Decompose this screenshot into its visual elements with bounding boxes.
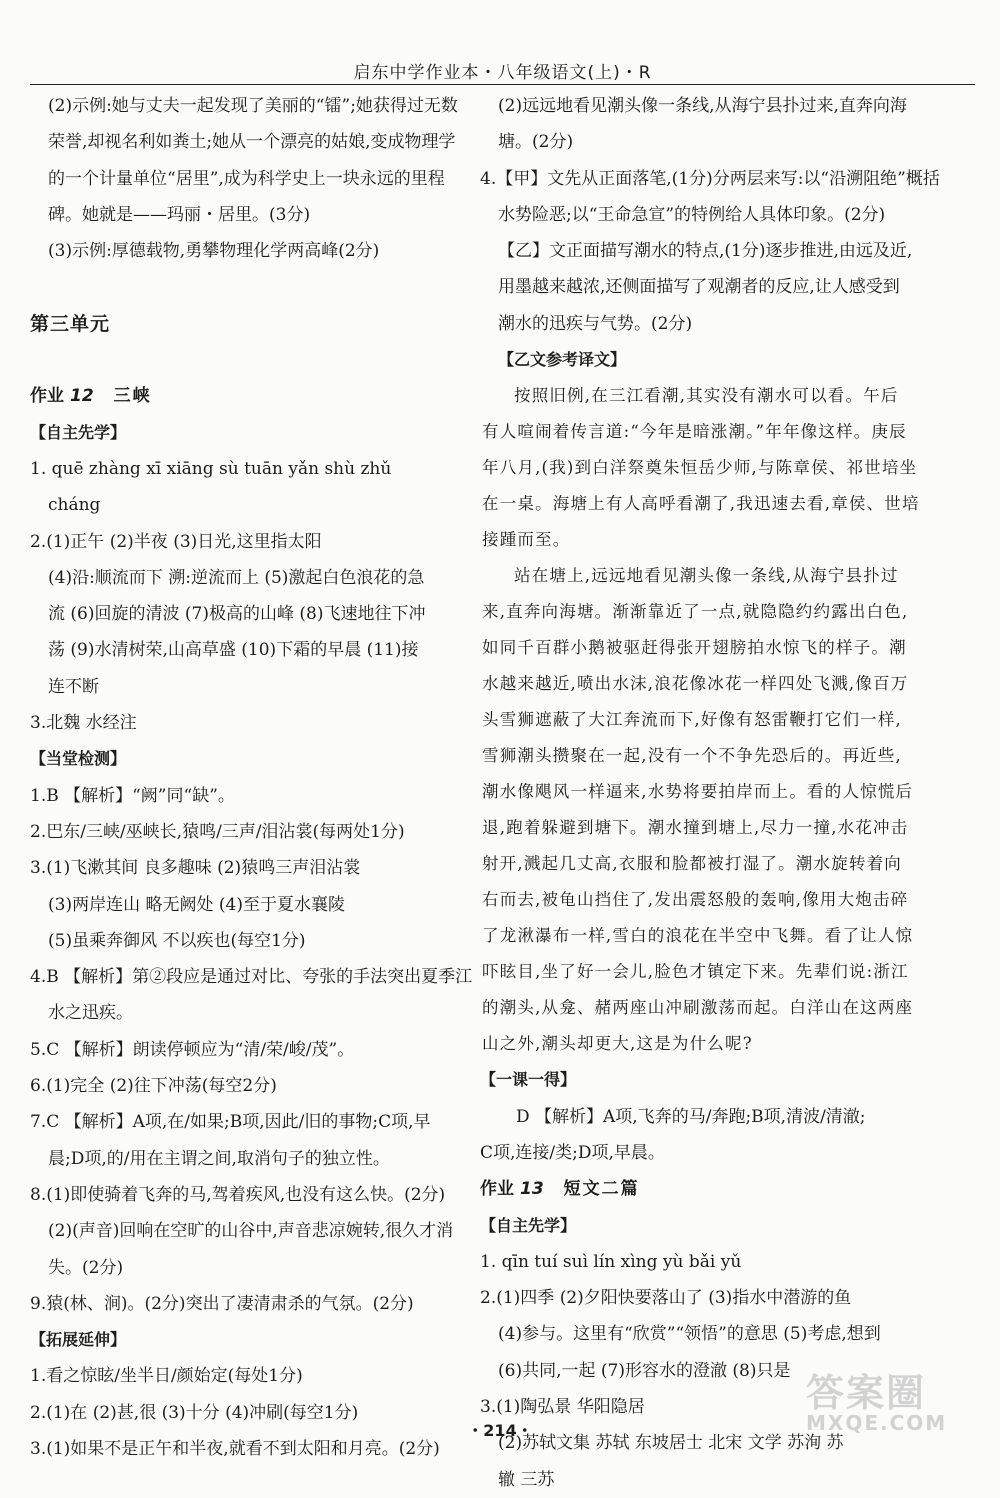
text-line bbox=[30, 269, 460, 305]
translation-line: 在一桌。海塘上有人高呼看潮了,我迅速去看,章侯、世培 bbox=[482, 494, 920, 514]
assignment-heading bbox=[30, 378, 460, 414]
text-line: 3.(1)如果不是正午和半夜,就看不到太阳和月亮。(2分) bbox=[30, 1438, 440, 1459]
text-line: 2.(1)四季 (2)夕阳快要落山了 (3)指水中潜游的鱼 bbox=[480, 1288, 852, 1309]
text-line: 6.(1)完全 (2)往下冲荡(每空2分) bbox=[30, 1076, 277, 1097]
text-line: 7.C 【解析】A项,在/如果;B项,因此/旧的事物;C项,早 bbox=[30, 1112, 431, 1133]
translation-line: 站在塘上,远远地看见潮头像一条线,从海宁县扑过 bbox=[514, 566, 899, 586]
assignment-title: 三峡 bbox=[113, 386, 152, 407]
text-line: cháng bbox=[48, 495, 101, 516]
text-line: 2.(1)正午 (2)半夜 (3)日光,这里指太阳 bbox=[30, 531, 322, 552]
translation-line: 按照旧例,在三江看潮,其实没有潮水可以看。午后 bbox=[514, 386, 899, 406]
text-line: 流 (6)回旋的清波 (7)极高的山峰 (8)飞速地往下冲 bbox=[48, 604, 426, 625]
text-line: 荣誉,却视名利如粪土;她从一个漂亮的姑娘,变成物理学 bbox=[48, 132, 456, 153]
text-line: 塘。(2分) bbox=[498, 132, 574, 153]
translation-line: 退,跑着躲避到塘下。潮水撞到塘上,尽力一撞,水花冲击 bbox=[482, 818, 909, 838]
translation-line: 吓眩目,坐了好一会儿,脸色才镇定下来。先辈们说:浙江 bbox=[482, 962, 909, 982]
assignment-number: 12 bbox=[70, 386, 94, 407]
text-line: 9.猿(林、涧)。(2分)突出了凄清肃杀的气氛。(2分) bbox=[30, 1293, 414, 1314]
text-line: 1.B 【解析】“阙”同“缺”。 bbox=[30, 785, 235, 806]
translation-line: 头雪狮遮蔽了大江奔流而下,好像有怒雷鞭打它们一样, bbox=[482, 710, 902, 730]
section-tag: 【一课一得】 bbox=[480, 1070, 577, 1090]
translation-line: 接踵而至。 bbox=[482, 530, 571, 550]
text-line: (3)两岸连山 略无阙处 (4)至于夏水襄陵 bbox=[48, 894, 345, 915]
translation-line: 的潮头,从龛、赭两座山冲刷激荡而起。白洋山在这两座 bbox=[482, 998, 914, 1018]
text-line: 3.北魏 水经注 bbox=[30, 713, 137, 734]
text-line: 用墨越来越浓,还侧面描写了观潮者的反应,让人感受到 bbox=[498, 277, 900, 298]
page-number: ・214・ bbox=[467, 1421, 533, 1440]
text-line: 荡 (9)水清树荣,山高草盛 (10)下霜的早晨 (11)接 bbox=[48, 640, 419, 661]
watermark-logo bbox=[806, 1362, 966, 1434]
text-line: 1.看之惊眩/坐半日/颜始定(每处1分) bbox=[30, 1366, 303, 1387]
translation-line: 山之外,潮头却更大,这是为什么呢? bbox=[482, 1034, 753, 1054]
text-line: 8.(1)即使骑着飞奔的马,驾着疾风,也没有这么快。(2分) bbox=[30, 1184, 446, 1205]
text-line: 连不断 bbox=[48, 676, 99, 697]
text-line: (3)示例:厚德载物,勇攀物理化学两高峰(2分) bbox=[48, 241, 380, 262]
text-line bbox=[30, 342, 460, 378]
text-line: (4)沿:顺流而下 溯:逆流而上 (5)激起白色浪花的急 bbox=[48, 567, 425, 588]
text-line: 水之迅疾。 bbox=[48, 1003, 133, 1024]
assignment-title: 短文二篇 bbox=[563, 1179, 640, 1200]
header-rule bbox=[30, 84, 975, 85]
text-line: 5.C 【解析】朗读停顿应为“清/荣/峻/茂”。 bbox=[30, 1039, 355, 1060]
left-column bbox=[30, 88, 473, 1467]
translation-line: 年八月,(我)到白洋祭奠朱恒岳少师,与陈章侯、祁世培坐 bbox=[482, 458, 918, 478]
text-line: (4)参与。这里有“欣赏”“领悟”的意思 (5)考虑,想到 bbox=[498, 1324, 881, 1345]
assignment-heading bbox=[480, 1171, 930, 1207]
text-line: 1. quē zhàng xī xiāng sù tuān yǎn shù zhǔ bbox=[30, 458, 392, 479]
translation-line: 来,直奔向海塘。渐渐靠近了一点,就隐隐约约露出白色, bbox=[482, 602, 909, 622]
translation-line: 右而去,被龟山挡住了,发出震怒般的轰响,像用大炮击碎 bbox=[482, 890, 909, 910]
unit-heading: 第三单元 bbox=[30, 312, 111, 335]
text-line: 【乙】文正面描写潮水的特点,(1分)逐步推进,由远及近, bbox=[498, 241, 913, 262]
section-tag: 【自主先学】 bbox=[480, 1215, 577, 1235]
text-line: 1. qīn tuí suì lín xìng yù bǎi yǔ bbox=[480, 1251, 742, 1272]
text-line: 碑。她就是——玛丽・居里。(3分) bbox=[48, 204, 311, 225]
translation-line: 潮水像飓风一样逼来,水势将要拍岸而上。看的人惊慌后 bbox=[482, 782, 914, 802]
text-line: 2.(1)在 (2)甚,很 (3)十分 (4)冲刷(每空1分) bbox=[30, 1402, 359, 1423]
text-line: 水势险恶;以“王命急宣”的特例给人具体印象。(2分) bbox=[498, 204, 886, 225]
text-line: 失。(2分) bbox=[48, 1257, 124, 1278]
translation-line: 有人喧闹着传言道:“今年是暗涨潮。”年年像这样。庚辰 bbox=[482, 422, 907, 442]
text-line: 3.(1)陶弘景 华阳隐居 bbox=[480, 1397, 645, 1418]
text-line: 4.【甲】文先从正面落笔,(1分)分两层来写:以“沿溯阻绝”概括 bbox=[480, 168, 940, 189]
translation-line: 如同千百群小鹅被驱赶得张开翅膀拍水惊飞的样子。潮 bbox=[482, 638, 907, 658]
watermark-logo-text: 答案圈 bbox=[806, 1371, 927, 1415]
text-line: (2)(声音)回响在空旷的山谷中,声音悲凉婉转,很久才消 bbox=[48, 1221, 454, 1242]
section-tag: 【自主先学】 bbox=[30, 422, 127, 442]
section-tag: 【拓展延伸】 bbox=[30, 1330, 127, 1350]
translation-line: 雪狮潮头攒聚在一起,没有一个不争先恐后的。再近些, bbox=[482, 746, 902, 766]
text-line: 潮水的迅疾与气势。(2分) bbox=[498, 313, 693, 334]
text-line: 辙 三苏 bbox=[498, 1469, 555, 1490]
text-line: (6)共同,一起 (7)形容水的澄澈 (8)只是 bbox=[498, 1360, 791, 1381]
text-line: (5)虽乘奔御风 不以疾也(每空1分) bbox=[48, 930, 306, 951]
assignment-number: 13 bbox=[520, 1179, 544, 1200]
text-line: C项,连接/类;D项,早晨。 bbox=[480, 1142, 665, 1163]
text-line: (2)苏轼文集 苏轼 东坡居士 北宋 文学 苏洵 苏 bbox=[498, 1433, 844, 1454]
text-line: 晨;D项,的/用在主谓之间,取消句子的独立性。 bbox=[48, 1148, 390, 1169]
translation-line: 射开,溅起几丈高,衣服和脸都被打湿了。潮水旋转着向 bbox=[482, 854, 902, 874]
text-line: (2)远远地看见潮头像一条线,从海宁县扑过来,直奔向海 bbox=[498, 96, 907, 116]
running-header: 启东中学作业本・八年级语文(上)・R bbox=[353, 63, 652, 83]
assignment-label: 作业 bbox=[30, 386, 64, 407]
text-line: 4.B 【解析】第②段应是通过对比、夸张的手法突出夏季江 bbox=[30, 967, 473, 988]
translation-line: 水越来越近,喷出水沫,浪花像冰花一样四处飞溅,像百万 bbox=[482, 674, 909, 694]
section-tag: 【当堂检测】 bbox=[30, 749, 127, 769]
text-line: (2)示例:她与丈夫一起发现了美丽的“镭”;她获得过无数 bbox=[48, 96, 458, 116]
text-line: 2.巴东/三峡/巫峡长,猿鸣/三声/泪沾裳(每两处1分) bbox=[30, 821, 405, 842]
section-tag: 【乙文参考译文】 bbox=[498, 350, 627, 370]
text-line: D 【解析】A项,飞奔的马/奔跑;B项,清波/清澈; bbox=[516, 1106, 866, 1127]
text-line: 的一个计量单位“居里”,成为科学史上一块永远的里程 bbox=[48, 168, 445, 189]
watermark-url: MXQE.COM bbox=[806, 1411, 948, 1435]
translation-line: 了龙湫瀑布一样,雪白的浪花在半空中飞舞。看了让人惊 bbox=[482, 926, 914, 946]
right-column bbox=[480, 88, 940, 1498]
text-line: 3.(1)飞漱其间 良多趣味 (2)猿鸣三声泪沾裳 bbox=[30, 858, 361, 879]
assignment-label: 作业 bbox=[480, 1179, 514, 1200]
